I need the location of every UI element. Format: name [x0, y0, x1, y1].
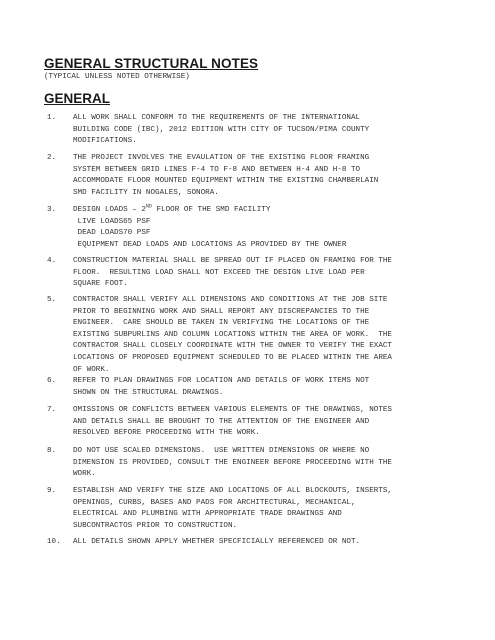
note-line: FLOOR. RESULTING LOAD SHALL NOT EXCEED THE DESIGN LIVE LOAD PER	[73, 268, 365, 277]
note-line: WORK.	[73, 470, 96, 479]
note-line: SUBCONTRACTOS PRIOR TO CONSTRUCTION.	[73, 521, 238, 530]
note-body	[73, 486, 473, 532]
note-line: LOCATIONS OF PROPOSED EQUIPMENT SCHEDULED TO BE PLACED WITHIN THE AREA	[73, 353, 392, 362]
note-line: MODIFICATIONS.	[73, 137, 137, 146]
note-line: SMD FACILITY IN NOGALES, SONORA.	[73, 188, 219, 197]
section-heading: GENERAL	[44, 91, 111, 106]
note-body	[73, 153, 473, 199]
note-number: 9.	[47, 487, 57, 495]
note-line: RESOLVED BEFORE PROCEEDING WITH THE WORK.	[73, 429, 260, 438]
note-line: REFER TO PLAN DRAWINGS FOR LOCATION AND DETAILS OF WORK ITEMS NOT	[73, 377, 370, 385]
note-number: 8.	[47, 447, 57, 455]
note-body	[73, 295, 473, 376]
note-number: 5.	[47, 296, 57, 304]
note-line: ESTABLISH AND VERIFY THE SIZE AND LOCATIONS OF ALL BLOCKOUTS, INSERTS,	[73, 487, 392, 495]
note-number: 1.	[47, 114, 57, 122]
note-number: 6.	[47, 377, 57, 385]
note-line: ELECTRICAL AND PLUMBING WITH APPROPRIATE TRADE DRAWINGS AND	[73, 510, 342, 519]
note-text: DESIGN LOADS – 2	[73, 206, 146, 214]
note-body	[73, 205, 473, 251]
note-line: BUILDING CODE (IBC), 2012 EDITION WITH CITY OF TUCSON/PIMA COUNTY	[73, 125, 370, 134]
note-line: PRIOR TO BEGINNING WORK AND SHALL REPORT ANY DISCREPANCIES TO THE	[73, 307, 370, 316]
note-number: 2.	[47, 154, 57, 162]
note-line: EXISTING SUBPURLINS AND COLUMN LOCATIONS WITHIN THE AREA OF WORK. THE	[73, 330, 392, 339]
page-title: GENERAL STRUCTURAL NOTES	[44, 56, 259, 71]
note-body	[73, 113, 473, 148]
note-number: 4.	[47, 257, 57, 265]
note-line: DIMENSION IS PROVIDED, CONSULT THE ENGINEER BEFORE PROCEEDING WITH THE	[73, 458, 392, 467]
note-text: FLOOR OF THE SMD FACILITY	[151, 206, 271, 214]
note-line: ENGINEER. CARE SHOULD BE TAKEN IN VERIFYING THE LOCATIONS OF THE	[73, 319, 370, 328]
note-line: DO NOT USE SCALED DIMENSIONS. USE WRITTEN DIMENSIONS OR WHERE NO	[73, 447, 370, 455]
note-line: EQUIPMENT DEAD LOADS AND LOCATIONS AS PROVIDED BY THE OWNER	[73, 240, 347, 249]
note-line	[73, 205, 473, 217]
note-line: CONSTRUCTION MATERIAL SHALL BE SPREAD OUT IF PLACED ON FRAMING FOR THE	[73, 257, 392, 265]
note-body	[73, 405, 473, 440]
ordinal-suffix: ND	[145, 203, 152, 210]
note-body	[73, 256, 473, 291]
note-number: 3.	[47, 206, 57, 214]
note-line: SHOWN ON THE STRUCTURAL DRAWINGS.	[73, 388, 224, 397]
note-line: THE PROJECT INVOLVES THE EVAULATION OF THE EXISTING FLOOR FRAMING	[73, 154, 370, 162]
note-number: 10.	[47, 538, 61, 546]
note-line: OF WORK.	[73, 365, 110, 374]
note-line: ALL WORK SHALL CONFORM TO THE REQUIREMENTS OF THE INTERNATIONAL	[73, 114, 361, 122]
note-body	[73, 537, 473, 549]
note-line: ALL DETAILS SHOWN APPLY WHETHER SPECFICIALLY REFERENCED OR NOT.	[73, 538, 361, 546]
note-line: ACCOMMODATE FLOOR MOUNTED EQUIPMENT WITHIN THE EXISTING CHAMBERLAIN	[73, 177, 379, 186]
note-line: CONTRACTOR SHALL CLOSELY COORDINATE WITH THE OWNER TO VERIFY THE EXACT	[73, 342, 392, 351]
note-line: SQUARE FOOT.	[73, 280, 128, 289]
note-line: AND DETAILS SHALL BE BROUGHT TO THE ATTENTION OF THE ENGINEER AND	[73, 417, 370, 426]
note-line: OMISSIONS OR CONFLICTS BETWEEN VARIOUS ELEMENTS OF THE DRAWINGS, NOTES	[73, 406, 392, 414]
note-body	[73, 446, 473, 481]
note-line: LIVE LOADS65 PSF	[73, 217, 151, 226]
note-line: OPENINGS, CURBS, BASES AND PADS FOR ARCHITECTURAL, MECHANICAL,	[73, 498, 356, 507]
note-line: SYSTEM BETWEEN GRID LINES F-4 TO F-8 AND BETWEEN H-4 AND H-8 TO	[73, 165, 361, 174]
note-number: 7.	[47, 406, 57, 414]
note-line: DEAD LOADS70 PSF	[73, 229, 151, 238]
note-body	[73, 376, 473, 399]
note-line: CONTRACTOR SHALL VERIFY ALL DIMENSIONS AND CONDITIONS AT THE JOB SITE	[73, 296, 388, 304]
page-subtitle: (TYPICAL UNLESS NOTED OTHERWISE)	[44, 73, 190, 81]
